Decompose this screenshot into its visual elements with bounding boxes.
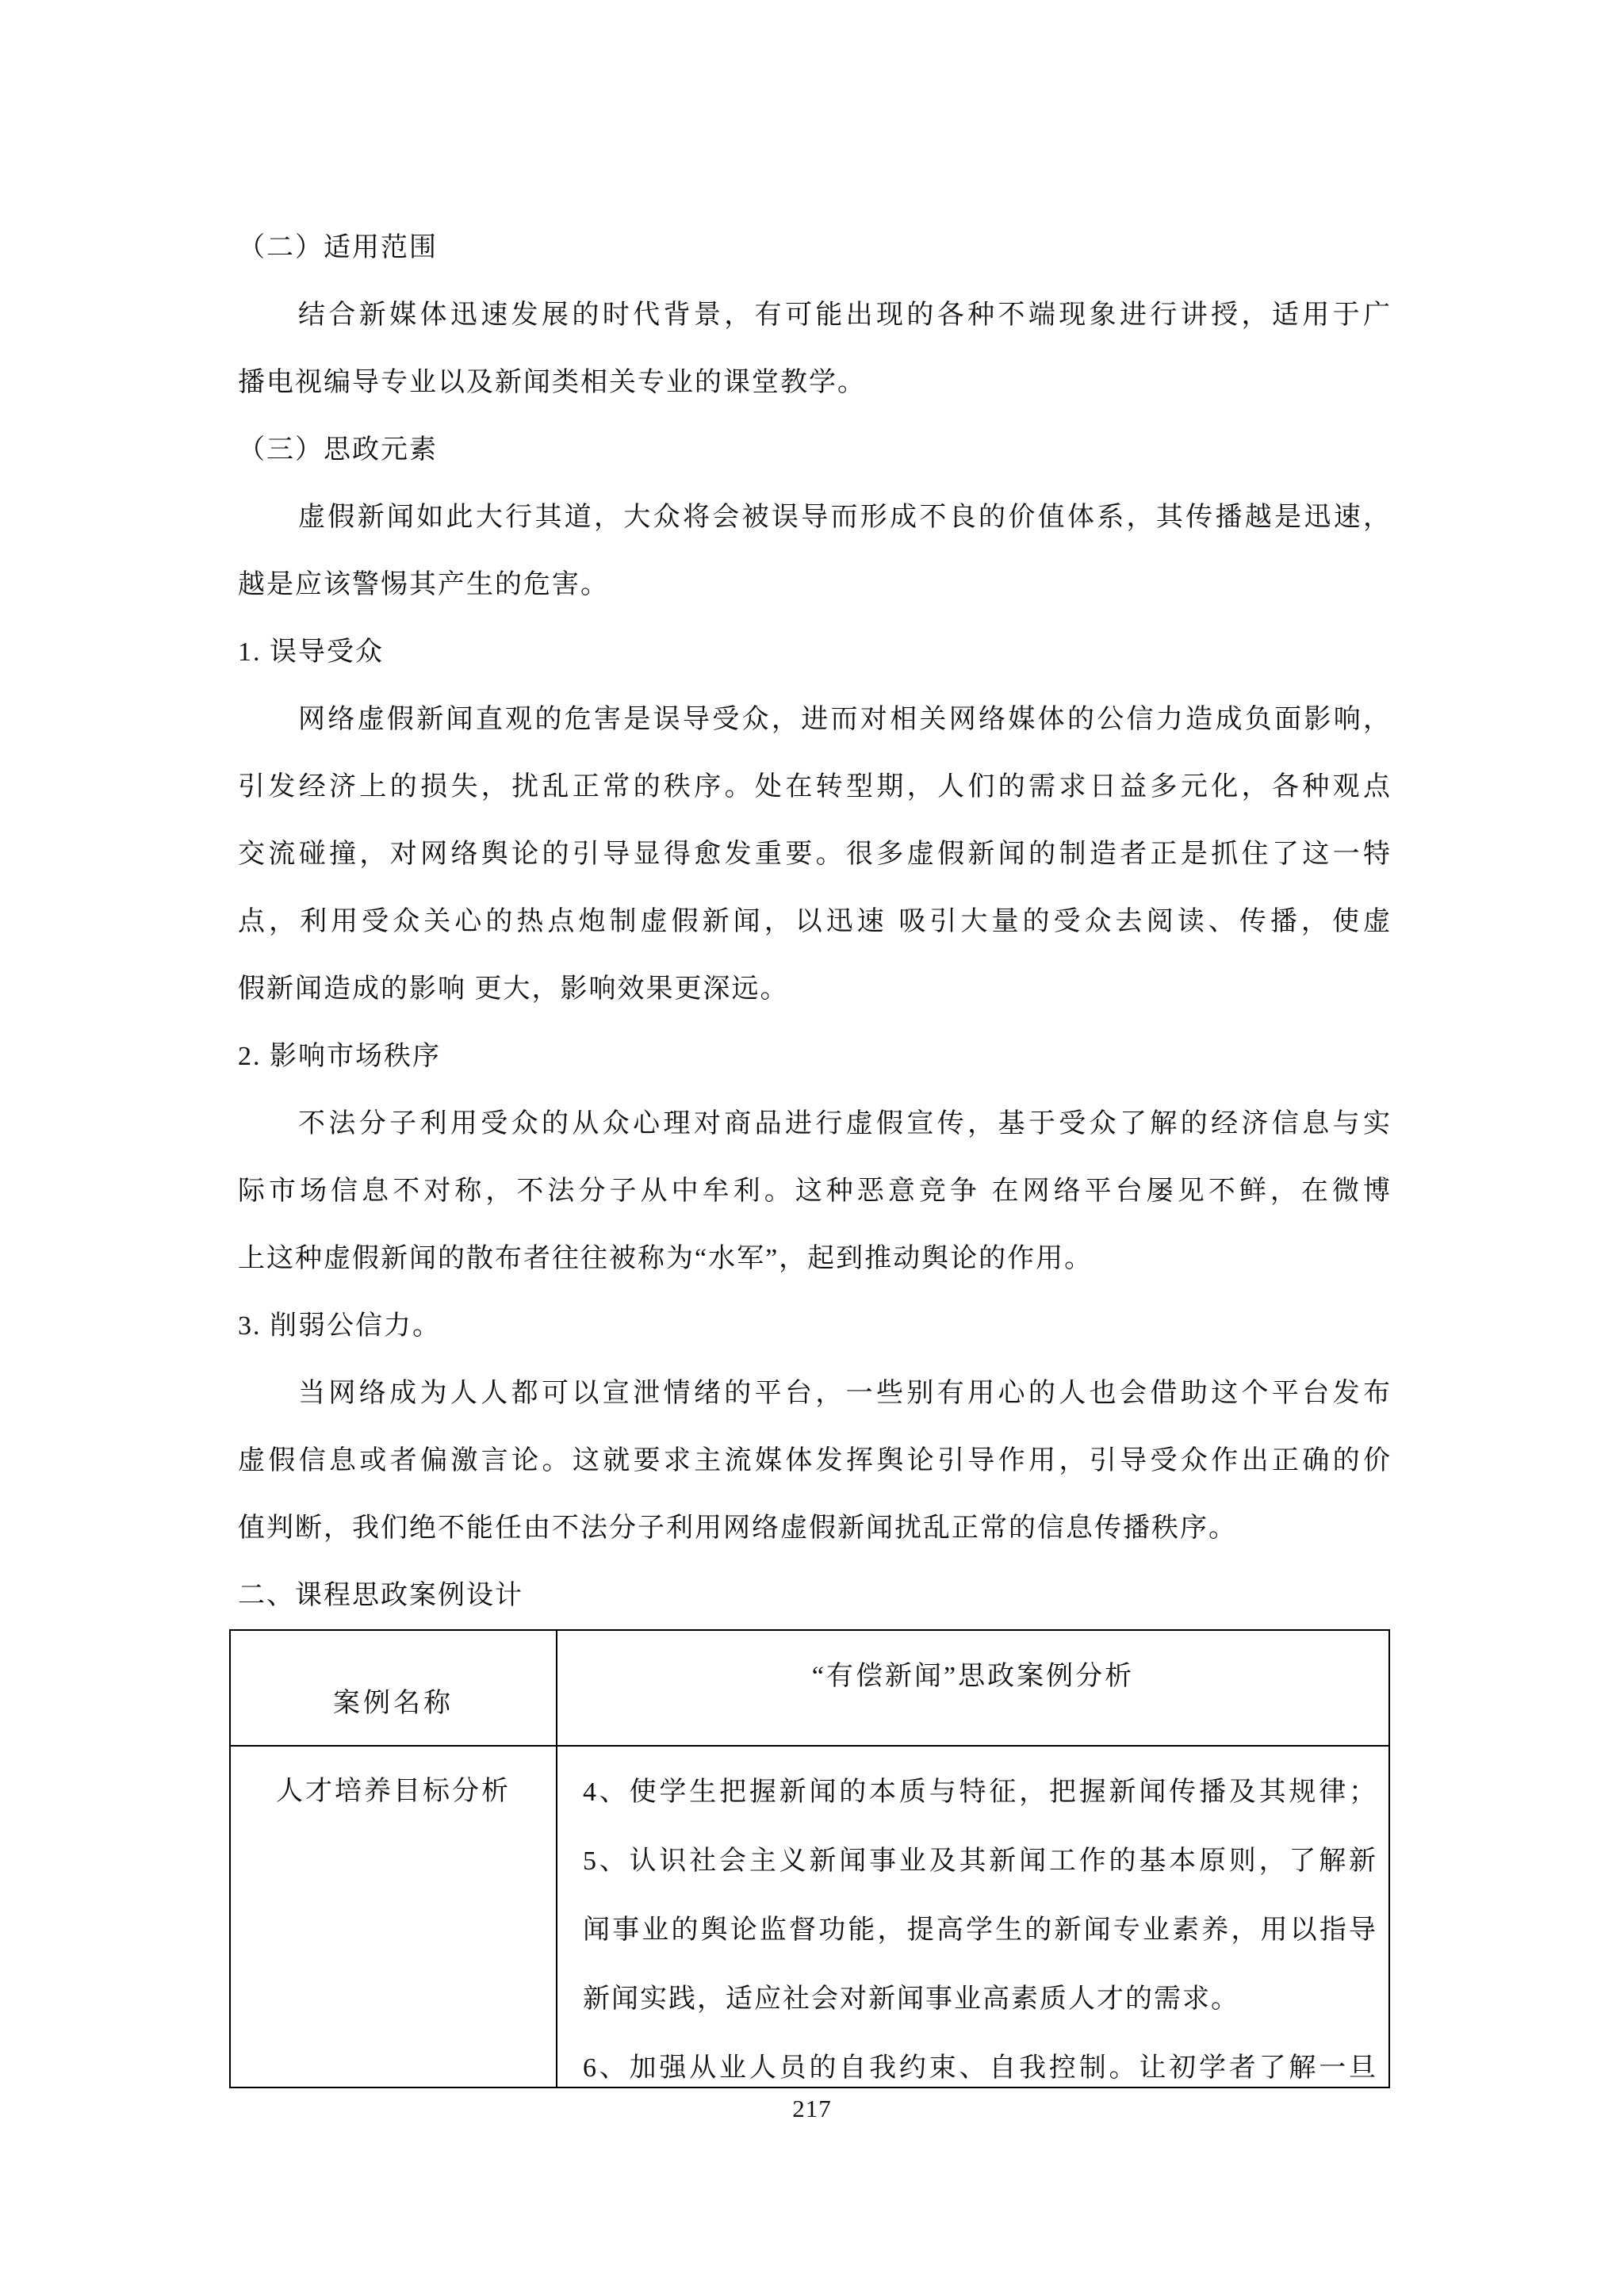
- table-row-content-cell: [557, 1747, 1388, 2087]
- body-line: 结合新媒体迅速发展的时代背景，有可能出现的各种不端现象进行讲授，适用于广: [298, 300, 1392, 330]
- table-row: [231, 1747, 1388, 2087]
- body-line: 值判断，我们绝不能任由不法分子利用网络虚假新闻扰乱正常的信息传播秩序。: [238, 1513, 1237, 1543]
- body-text: [238, 214, 1392, 1629]
- body-line: 点，利用受众关心的热点炮制虚假新闻，以迅速 吸引大量的受众去阅读、传播，使虚: [238, 907, 1392, 936]
- section-heading: （二）适用范围: [238, 233, 438, 262]
- list-heading: 3. 削弱公信力。: [238, 1311, 441, 1341]
- body-line: 越是应该警惕其产生的危害。: [238, 570, 609, 599]
- table-content-line: 6、加强从业人员的自我约束、自我控制。让初学者了解一旦: [583, 2053, 1377, 2083]
- list-heading: 1. 误导受众: [238, 637, 384, 667]
- case-title-label: “有偿新闻”思政案例分析: [811, 1662, 1135, 1691]
- table-header-row: [231, 1631, 1388, 1747]
- body-line: 不法分子利用受众的从众心理对商品进行虚假宣传，基于受众了解的经济信息与实: [298, 1109, 1392, 1138]
- body-line: 交流碰撞，对网络舆论的引导显得愈发重要。很多虚假新闻的制造者正是抓住了这一特: [238, 840, 1392, 869]
- body-line: 播电视编导专业以及新闻类相关专业的课堂教学。: [238, 368, 866, 397]
- section-heading: 二、课程思政案例设计: [238, 1581, 523, 1610]
- body-line: 上这种虚假新闻的散布者往往被称为“水军”，起到推动舆论的作用。: [238, 1244, 1094, 1273]
- row-label: 人才培养目标分析: [276, 1777, 511, 1806]
- table-content-line: 闻事业的舆论监督功能，提高学生的新闻专业素养，用以指导: [583, 1915, 1377, 1945]
- body-line: 当网络成为人人都可以宣泄情绪的平台，一些别有用心的人也会借助这个平台发布: [298, 1379, 1392, 1408]
- body-line: 虚假信息或者偏激言论。这就要求主流媒体发挥舆论引导作用，引导受众作出正确的价: [238, 1446, 1392, 1475]
- body-line: 假新闻造成的影响 更大，影响效果更深远。: [238, 974, 789, 1004]
- body-line: 虚假新闻如此大行其道，大众将会被误导而形成不良的价值体系，其传播越是迅速，: [298, 503, 1392, 532]
- body-line: 引发经济上的损失，扰乱正常的秩序。处在转型期，人们的需求日益多元化，各种观点: [238, 772, 1392, 802]
- body-line: 际市场信息不对称，不法分子从中牟利。这种恶意竞争 在网络平台屡见不鲜，在微博: [238, 1177, 1392, 1206]
- table-content-line: 4、使学生把握新闻的本质与特征，把握新闻传播及其规律；: [583, 1777, 1377, 1807]
- section-heading: （三）思政元素: [238, 435, 438, 465]
- table-header-case-title-cell: [557, 1631, 1388, 1745]
- table-content-line: 5、认识社会主义新闻事业及其新闻工作的基本原则，了解新: [583, 1846, 1377, 1876]
- body-line: 网络虚假新闻直观的危害是误导受众，进而对相关网络媒体的公信力造成负面影响，: [298, 705, 1392, 734]
- table-row-label-cell: [231, 1747, 557, 2087]
- table-content-line: 新闻实践，适应社会对新闻事业高素质人才的需求。: [583, 1984, 1239, 2014]
- case-design-table: [229, 1629, 1390, 2088]
- list-heading: 2. 影响市场秩序: [238, 1042, 441, 1071]
- case-name-label: 案例名称: [333, 1688, 454, 1718]
- table-header-case-name-cell: [231, 1631, 557, 1745]
- page-number: 217: [792, 2095, 832, 2122]
